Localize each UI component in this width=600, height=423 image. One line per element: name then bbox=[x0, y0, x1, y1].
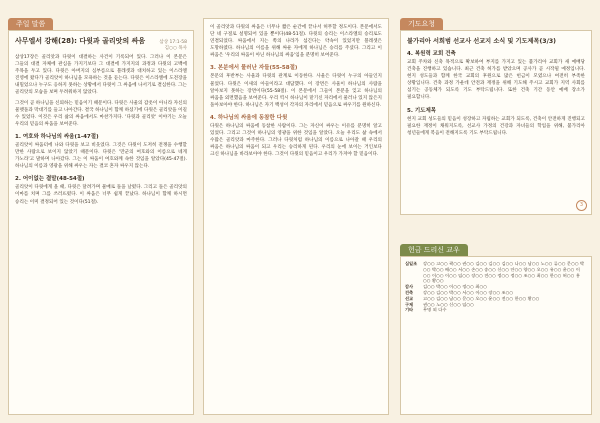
donor-row bbox=[405, 307, 587, 313]
sermon-column bbox=[8, 18, 194, 415]
sermon-section-3-text: 본문의 후반부는 사울과 다윗의 관계로 이동한다. 사울은 다윗이 누구의 아들인지 물었다. 다윗은 이새의 아들이라고 대답했다. 이 장면은 사울이 하나님의 사람을 알아보지 못하는 장면이다(55-58절). 이 본문에서 그들이 본분을 잊고 하나님의 싸움을 외면했음을 보여준다. 우리 역시 하나님이 맡기신 자리에서 물러나 있지 않은지 돌아보아야 한다. 하나님은 자기 백성이 각자의 자리에서 믿음으로 싸우기를 원하신다. bbox=[210, 74, 382, 108]
sermon-section-1-text: 골리앗이 싸움터에 나와 다윗을 보고 비웃었다. 그것은 다윗이 도저히 전쟁을 수행할 만한 사람으로 보이지 않았기 때문이다. 다윗은 '만군의 여호와의 이름으로 네게 가노라'고 말하며 나아갔다. 그는 이 싸움이 여호와께 속한 것임을 알았다(45-47절). 하나님의 이름과 영광을 위해 싸우는 자는 결코 혼자 싸우지 않는다. bbox=[15, 142, 187, 170]
prayer-tab: 기도요청 bbox=[400, 18, 443, 31]
donor-names: 고○○ 김○○ 남○○ 문○○ 오○○ 윤○○ 전○○ 한○○ 황○○ bbox=[423, 295, 540, 301]
donor-names: 권○○ 노○○ 신○○ 임○○ bbox=[423, 301, 474, 307]
donor-row bbox=[405, 261, 587, 284]
prayer-section-2-text: 현지 교회 성도들의 믿음이 성장하고 자립하는 교회가 되도록, 건축이 안전하게 진행되고 필요한 재정이 채워지도록, 선교사 가정의 건강과 자녀들의 학업을 위해, 불가리아 청년들에게 복음이 전해지도록 기도 부탁드립니다. bbox=[407, 116, 585, 136]
donor-category-label: 건축 bbox=[405, 289, 414, 295]
sermon-continued-column bbox=[203, 18, 389, 415]
page-number-badge: 3 bbox=[576, 200, 587, 211]
donors-box bbox=[400, 256, 592, 415]
donor-names: 강○○ 김○○ 박○○ 서○○ 이○○ 장○○ 조○○ bbox=[423, 289, 514, 295]
sermon-section-4-heading: 4. 하나님의 싸움에 동참한 다윗 bbox=[210, 114, 288, 121]
sermon-title: 사무엘서 강해(28): 다윗과 골리앗의 싸움 bbox=[15, 37, 146, 45]
sermon-intro-paragraph-1: 삼상17장은 골리앗과 다윗이 대결하는 사건이 기록되어 있다. 그러나 이 본문은 그들의 대결 자체에 관심을 가지기보다 그 대결에 가지지의 과정과 다윗의 고백에 주목을 두고 있다. 다윗은 아버지의 심부름으로 블레셋과 대치하고 있는 이스라엘 진영에 왔다가 골리앗이 하나님을 모욕하는 것을 듣는다. 다윗은 이스라엘에 도전장을 내밀었으나 누구도 응하지 못하는 상황에서 다윗이 그 싸움에 나서기로 결심한다. 그는 골리앗의 모습을 보며 두려워하지 않았다. bbox=[15, 55, 187, 96]
sermon-section-1-heading: 1. 여호와 하나님의 싸움(1-47절) bbox=[15, 133, 99, 140]
donor-category-label: 선교 bbox=[405, 295, 414, 301]
sermon-section-2-text: 골리앗이 다윗에게 올 때, 다윗은 달려가며 물매로 돌을 날렸다. 그리고 돌은 골리앗의 이마를 치며 그를 쓰러뜨렸다. 이 싸움은 너무 쉽게 끝났다. 하나님이 함께 하시면 승리는 이미 결정되어 있는 것이다(51절). bbox=[15, 185, 187, 205]
prayer-column bbox=[400, 18, 592, 415]
prayer-box bbox=[400, 30, 592, 215]
scripture-reference: 삼상 17:1-58 bbox=[159, 40, 187, 45]
sermon-intro-paragraph-2: 그것이 곧 하나님을 신뢰하는 믿음이기 때문이다. 다윗은 사울의 갑옷이 아니라 자신의 물맷돌과 막대기를 들고 나아간다. 결국 하나님이 함께 하셨기에 다윗은 골리앗을 이길 수 있었다. 이것은 우리 삶의 싸움에서도 마찬가지다. '다윗과 골리앗' 이야기는 오늘 우리의 믿음의 싸움을 보여준다. bbox=[15, 100, 187, 127]
donor-category-label: 십일조 bbox=[405, 261, 418, 266]
prayer-title: 불가리아 서희범 선교사 선교지 소식 및 기도제목(3/3) bbox=[407, 38, 556, 45]
sermon-section-2-heading: 2. 어이없는 결말(48-54절) bbox=[15, 176, 85, 183]
donors-tab: 헌금 드리신 교우 bbox=[400, 244, 468, 257]
donor-names: 무명 외 다수 bbox=[423, 307, 447, 313]
sermon-author: 김○○ 목사 bbox=[164, 46, 187, 51]
sermon-section-4-text: 다윗은 하나님의 싸움에 동참한 사람이다. 그는 자신이 싸우는 이유를 분명히 알고 있었다. 그리고 그것이 하나님의 영광을 위한 것임을 알았다. 오늘 우리도 삶 속에서 수많은 골리앗과 마주한다. 그러나 다윗처럼 하나님의 이름으로 나아갈 때 우리의 싸움은 하나님의 싸움이 되고 우리는 승리하게 된다. 우리의 눈에 보이는 거인보다 크신 하나님을 바라보아야 한다. 그것이 다윗의 믿음이고 우리가 가져야 할 믿음이다. bbox=[210, 123, 382, 158]
prayer-section-1-text: 교회 주차와 신축 목적으로 확보하여 부지를 가지고 있는 불가리아 교회가 새 예배당 건축을 진행하고 있습니다. 최근 건축 허가를 받았으며 공사가 곧 시작될 예정입니다. 현지 성도들과 함께 한국 교회의 후원으로 많은 헌금이 모였으나 여전히 부족한 상황입니다. 건축 과정 가운데 안전과 재정을 위해 기도해 주시고 교회가 지역 사회를 섬기는 공동체가 되도록 기도 부탁드립니다. 또한 건축 기간 동안 예배 장소가 필요합니다. bbox=[407, 60, 585, 101]
sermon-tab: 주일 말씀 bbox=[8, 18, 53, 31]
sermon-continued-paragraph: 이 골리앗과 다윗의 싸움은 너무나 짧은 순간에 끝나서 허무할 정도이다. 본문에서도 단 네 구절로 설명되어 있을 뿐이다(48-51절). 다윗의 승리는 이스라엘의 승리로도 연결되었다. 싸움에서 지는 쪽의 나라가 섬긴다는 약속이 있었지만 블레셋은 도망하였다. 하나님의 이름을 위해 싸운 자에게 하나님은 승리를 주셨다. 그리고 이 싸움은 '우리의 싸움이 아닌 하나님의 싸움'임을 분명히 보여준다. bbox=[210, 25, 382, 59]
prayer-section-1-heading: 4. 복원력 교회 건축 bbox=[407, 51, 456, 57]
donor-names: 강○○ 고○○ 곽○○ 권○○ 김○○ 김○○ 김○○ 나○○ 남○○ 노○○ 류○○ 문○○ 박○○ 박○○ 배○○ 서○○ 손○○ 송○○ 신○○ 안○○ 양○○ 오○○ 유○○ 윤○○ 이○○ 이○○ 이○○ 임○○ 장○○ 전○○ 정○○ 정○○ 조○○ 최○○ 한○○ 허○○ 홍○○ 황○○ bbox=[423, 261, 585, 284]
sermon-box bbox=[8, 30, 194, 415]
donor-category-label: 기타 bbox=[405, 307, 414, 313]
donor-names: 김○○ 박○○ 이○○ 정○○ 최○○ bbox=[423, 284, 487, 290]
sermon-section-3-heading: 3. 본분에서 물러난 자들(55-58절) bbox=[210, 65, 298, 72]
donor-category-label: 구제 bbox=[405, 301, 414, 307]
sermon-continued-box bbox=[203, 18, 389, 415]
prayer-section-2-heading: 5. 기도제목 bbox=[407, 107, 437, 114]
donor-category-label: 감사 bbox=[405, 284, 414, 290]
